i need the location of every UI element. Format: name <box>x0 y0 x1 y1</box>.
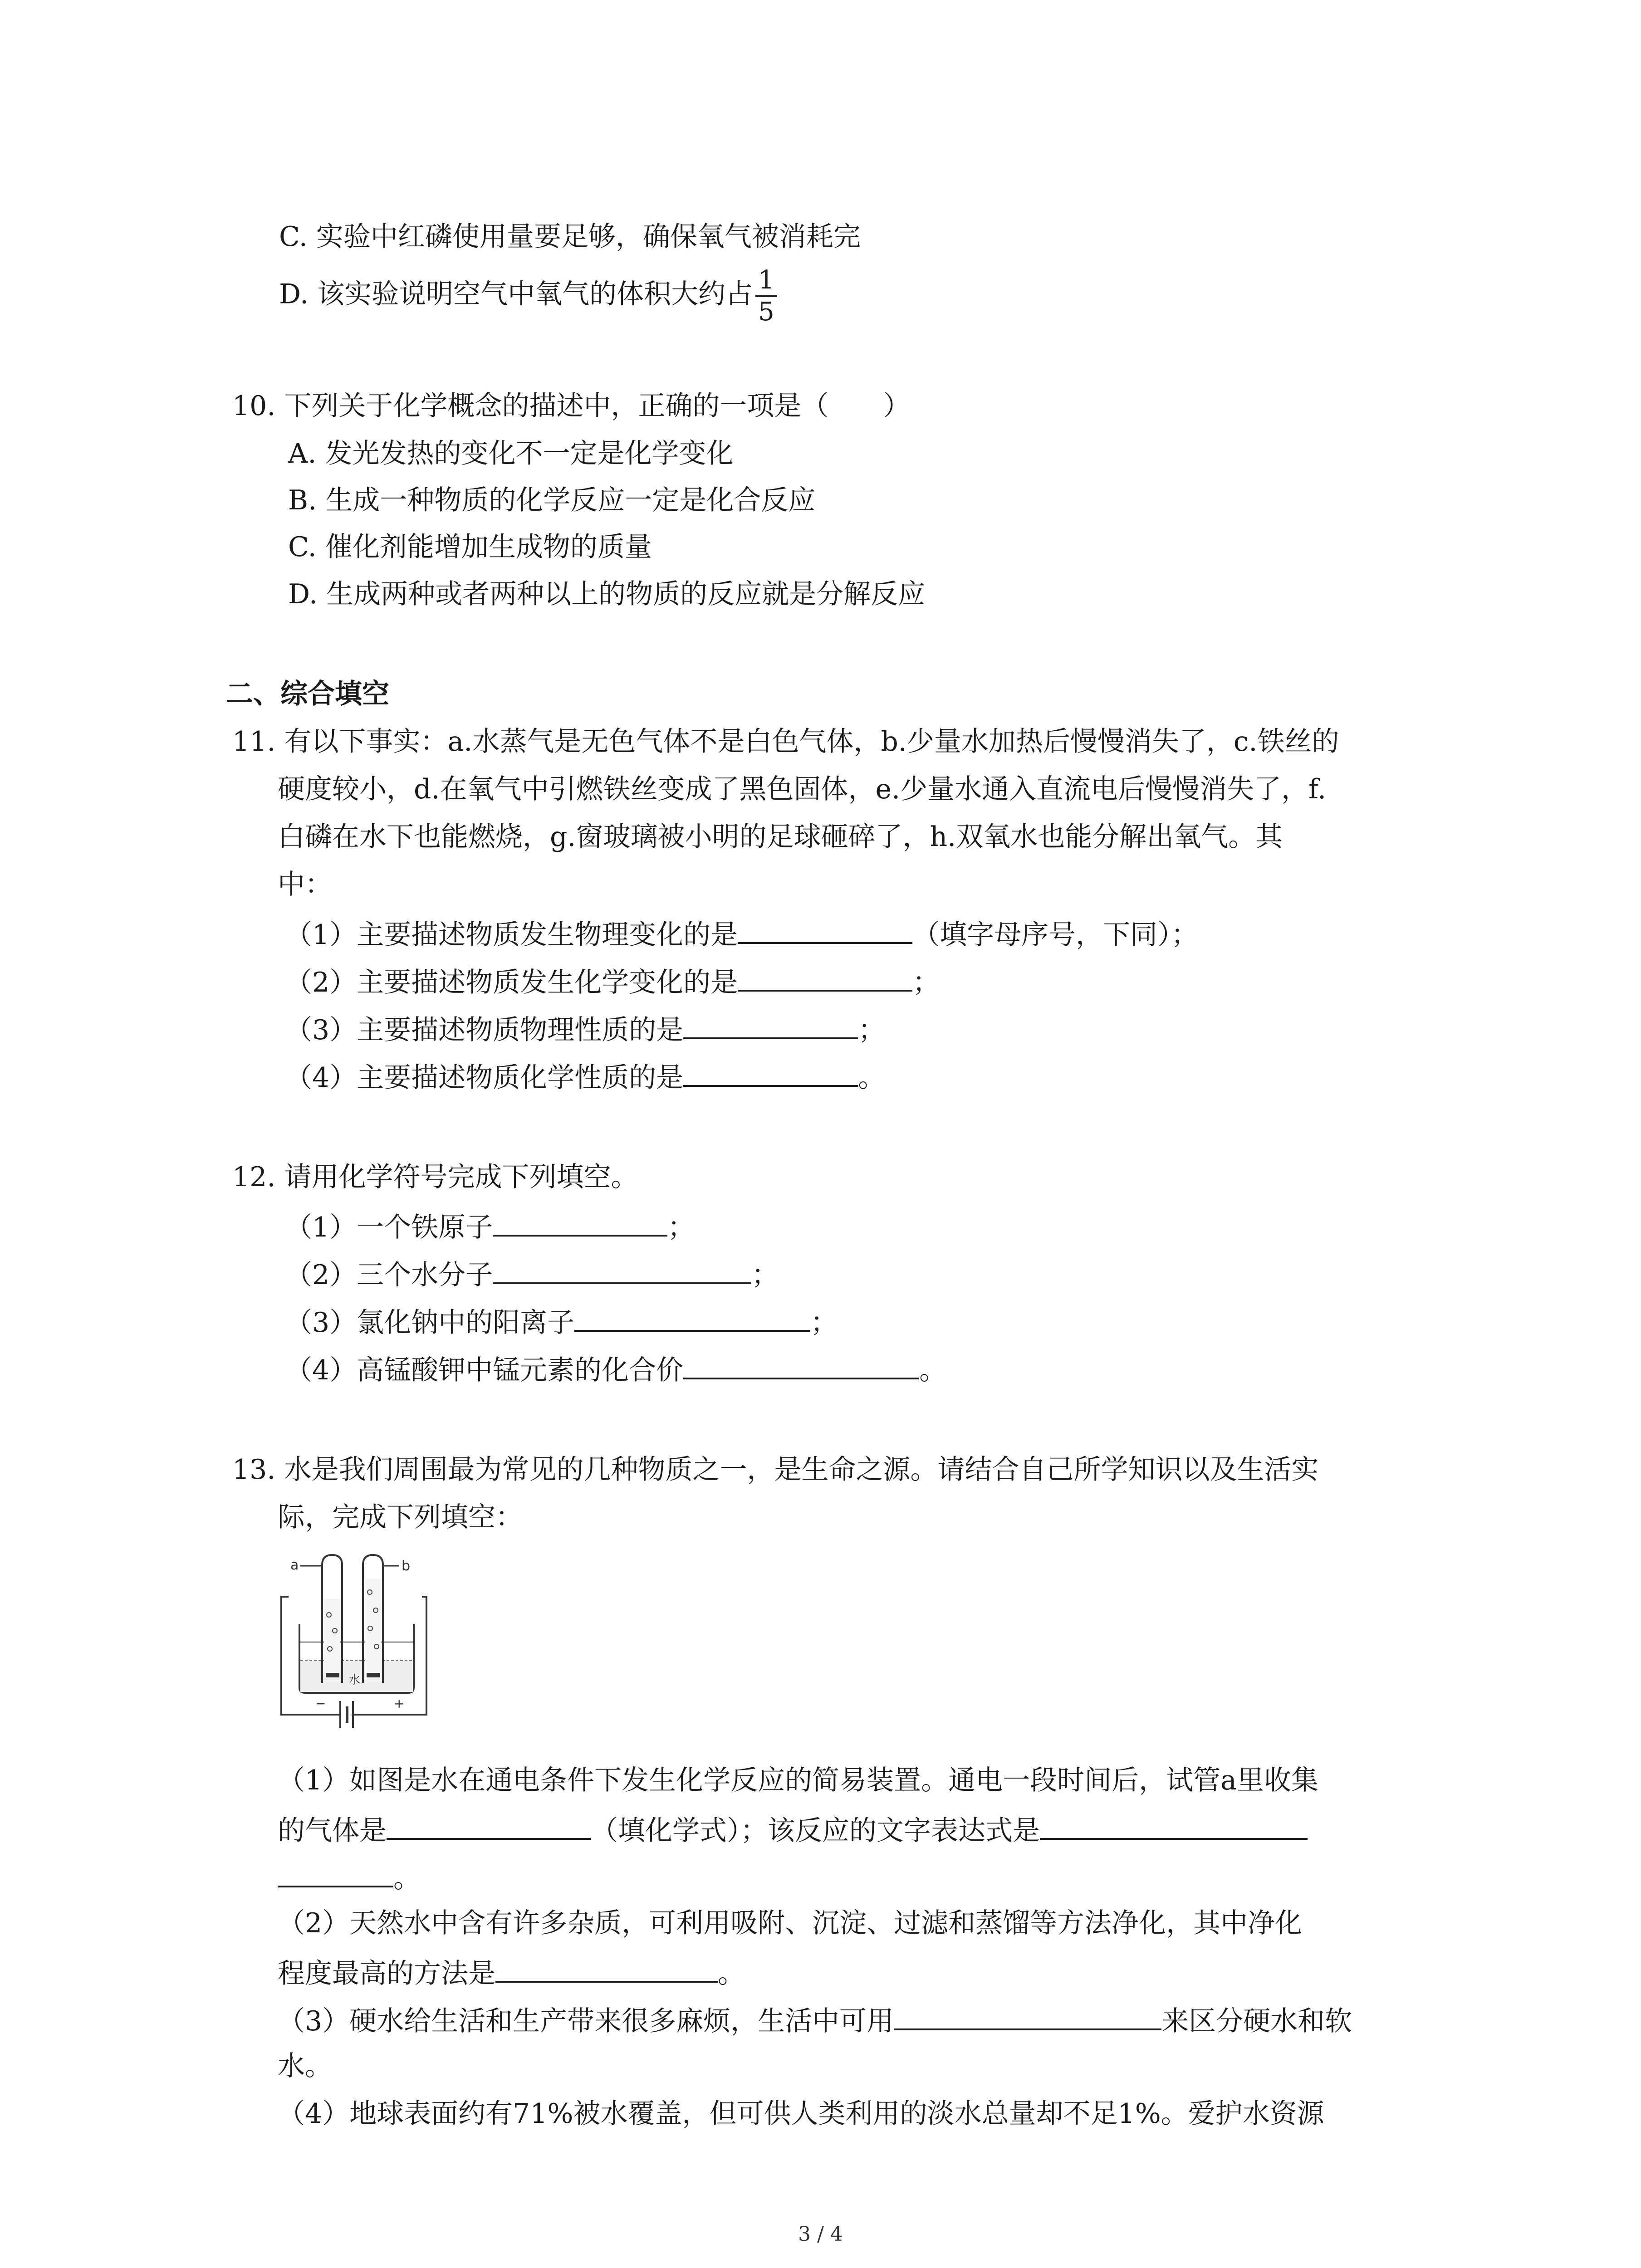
q13-part-4-line-1: （4）地球表面约有71%被水覆盖，但可供人类利用的淡水总量却不足1%。爱护水资源 <box>278 2098 1324 2130</box>
q13-part-1-line-2 <box>278 1810 1308 1849</box>
q11-line-2: 硬度较小，d.在氧气中引燃铁丝变成了黑色固体，e.少量水通入直流电后慢慢消失了，f. <box>278 773 1327 805</box>
q11-line-3: 白磷在水下也能燃烧，g.窗玻璃被小明的足球砸碎了，h.双氧水也能分解出氧气。其 <box>278 821 1283 853</box>
q12-sub-3 <box>285 1302 838 1341</box>
q13-part-3-line-2: 水。 <box>278 2050 332 2082</box>
q11-sub-4 <box>285 1057 885 1096</box>
electrode-right <box>367 1673 380 1677</box>
q12-sub-4-tail: 。 <box>919 1354 947 1386</box>
q13-part-3-tail: 来区分硬水和软 <box>1161 2005 1352 2037</box>
electrode-left <box>326 1673 339 1677</box>
fraction-one-fifth <box>755 265 777 327</box>
q11-line-4: 中： <box>278 869 332 900</box>
fraction-denominator: 5 <box>758 297 774 327</box>
q11-sub-1-text: （1）主要描述物质发生物理变化的是 <box>285 919 738 951</box>
answer-blank[interactable] <box>1040 1810 1308 1840</box>
q12-sub-4 <box>285 1349 946 1388</box>
q13-part-2-text: 程度最高的方法是 <box>278 1958 495 1989</box>
q12-sub-1 <box>285 1207 695 1246</box>
answer-blank[interactable] <box>574 1302 810 1332</box>
q11-sub-4-tail: 。 <box>858 1062 886 1094</box>
q11-sub-2-tail: ； <box>912 967 940 998</box>
q12-sub-2 <box>285 1254 779 1293</box>
q11-sub-1-tail: （填字母序号，下同）； <box>912 919 1199 951</box>
q10-option-b: B. 生成一种物质的化学反应一定是化合反应 <box>288 484 816 516</box>
q13-part-3-line-1 <box>278 2000 1352 2039</box>
q11-prefix: 11. 有以下事实： <box>232 726 448 758</box>
answer-blank[interactable] <box>683 1009 858 1039</box>
q10-option-a: A. 发光发热的变化不一定是化学变化 <box>288 438 734 469</box>
minus-sign: − <box>315 1696 326 1711</box>
q11-sub-3-text: （3）主要描述物质物理性质的是 <box>285 1014 684 1046</box>
q13-part-1-text-b: （填化学式）；该反应的文字表达式是 <box>591 1815 1040 1847</box>
q13-stem-1: 13. 水是我们周围最为常见的几种物质之一，是生命之源。请结合自己所学知识以及生活实 <box>232 1454 1319 1486</box>
q11-sub-3-tail: ； <box>858 1014 886 1046</box>
q10-option-c: C. 催化剂能增加生成物的质量 <box>288 531 652 563</box>
tube-label-a: a <box>290 1557 299 1573</box>
q9-option-d-text: D. 该实验说明空气中氧气的体积大约占 <box>279 278 753 310</box>
q13-stem-2: 际，完成下列填空： <box>278 1501 523 1533</box>
tube-b-liquid <box>365 1579 381 1682</box>
q12-sub-4-text: （4）高锰酸钾中锰元素的化合价 <box>285 1354 684 1386</box>
tube-a-liquid <box>324 1599 340 1682</box>
q13-part-1-text-a: 的气体是 <box>278 1815 387 1847</box>
q11-sub-1 <box>285 914 1198 953</box>
answer-blank[interactable] <box>738 914 912 944</box>
water-label: 水 <box>348 1673 361 1687</box>
q10-option-d: D. 生成两种或者两种以上的物质的反应就是分解反应 <box>288 578 926 610</box>
q9-option-c: C. 实验中红磷使用量要足够，确保氧气被消耗完 <box>279 221 861 253</box>
q12-sub-1-text: （1）一个铁原子 <box>285 1212 493 1243</box>
q11-sub-4-text: （4）主要描述物质化学性质的是 <box>285 1062 684 1094</box>
q12-sub-2-tail: ； <box>751 1259 779 1291</box>
tube-label-b: b <box>402 1558 411 1574</box>
electrolysis-apparatus-diagram <box>272 1551 463 1742</box>
q10-stem: 10. 下列关于化学概念的描述中，正确的一项是（ ） <box>232 390 911 422</box>
q13-part-2-tail: 。 <box>718 1958 745 1989</box>
q13-part-1-line-1: （1）如图是水在通电条件下发生化学反应的简易装置。通电一段时间后，试管a里收集 <box>278 1765 1318 1796</box>
q13-part-1-line-3 <box>278 1857 421 1897</box>
q12-sub-3-tail: ； <box>810 1307 838 1339</box>
q13-part-1-tail: 。 <box>393 1862 421 1894</box>
answer-blank[interactable] <box>683 1349 919 1379</box>
answer-blank[interactable] <box>683 1057 858 1087</box>
answer-blank[interactable] <box>894 2000 1161 2030</box>
plus-sign: + <box>394 1696 405 1711</box>
q11-line-1 <box>232 723 1339 760</box>
fraction-numerator: 1 <box>755 265 777 297</box>
answer-blank[interactable] <box>493 1207 667 1237</box>
q12-stem: 12. 请用化学符号完成下列填空。 <box>232 1161 638 1193</box>
page-number: 3 / 4 <box>798 2223 843 2246</box>
answer-blank[interactable] <box>493 1254 751 1284</box>
q12-sub-3-text: （3）氯化钠中的阳离子 <box>285 1307 575 1339</box>
q11-sub-2-text: （2）主要描述物质发生化学变化的是 <box>285 967 738 998</box>
q12-sub-1-tail: ； <box>667 1212 695 1243</box>
q9-option-d <box>279 265 777 327</box>
answer-blank[interactable] <box>278 1857 393 1887</box>
q11-line-1-text: a.水蒸气是无色气体不是白色气体，b.少量水加热后慢慢消失了，c.铁丝的 <box>447 726 1339 758</box>
q13-part-2-line-1: （2）天然水中含有许多杂质，可利用吸附、沉淀、过滤和蒸馏等方法净化，其中净化 <box>278 1907 1303 1939</box>
answer-blank[interactable] <box>495 1953 718 1983</box>
section-heading: 二、综合填空 <box>226 678 389 710</box>
answer-blank[interactable] <box>738 962 912 992</box>
q13-part-2-line-2 <box>278 1953 745 1992</box>
q12-sub-2-text: （2）三个水分子 <box>285 1259 493 1291</box>
q11-sub-3 <box>285 1009 885 1048</box>
q13-part-3-text: （3）硬水给生活和生产带来很多麻烦，生活中可用 <box>278 2005 894 2037</box>
q11-sub-2 <box>285 962 940 1001</box>
answer-blank[interactable] <box>387 1810 591 1840</box>
